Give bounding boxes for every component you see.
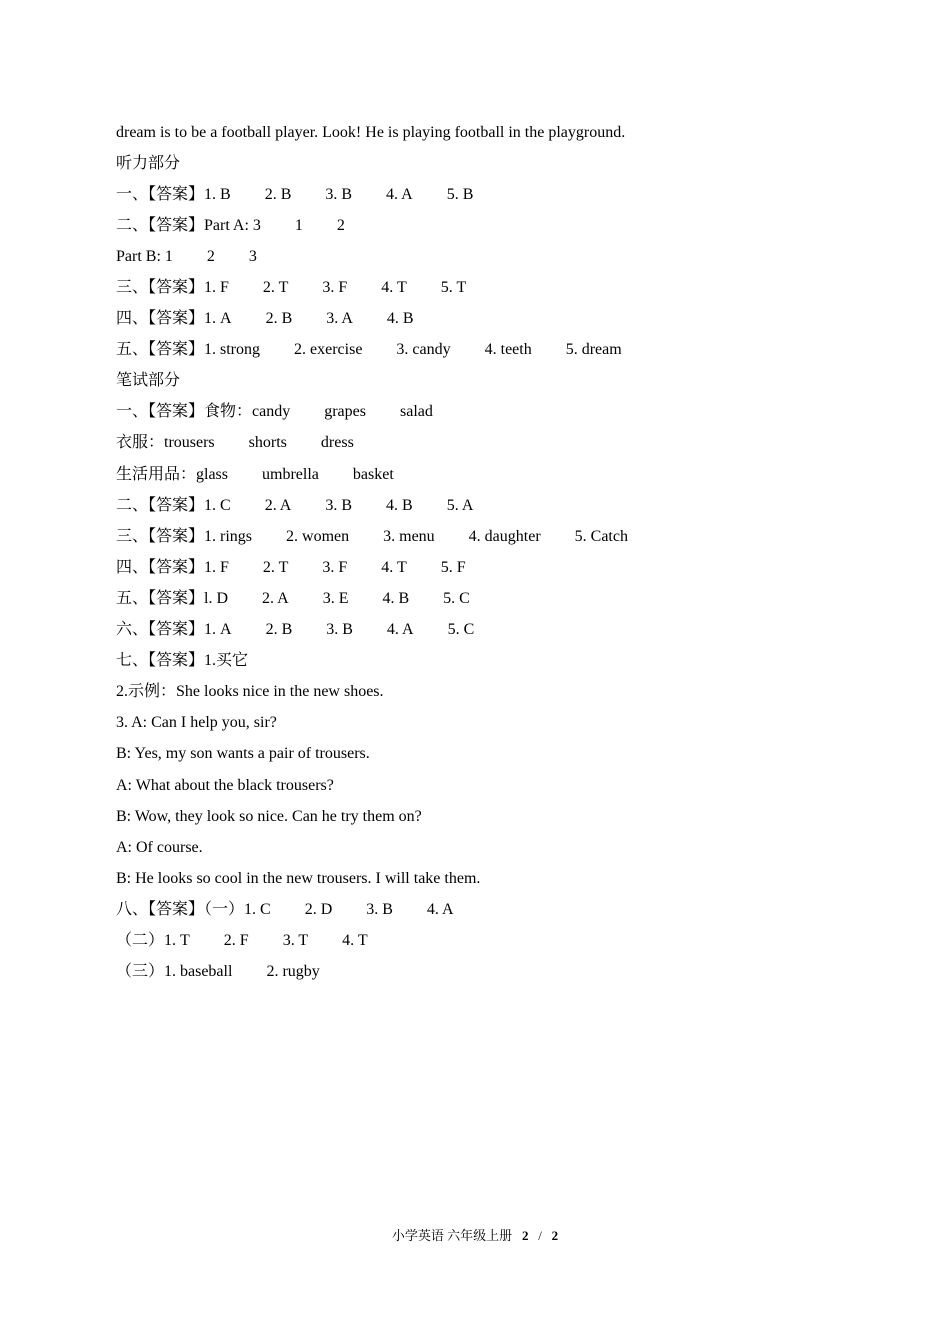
answer-segment: 衣服：trousers: [116, 434, 215, 452]
answer-segment: umbrella: [262, 465, 319, 483]
answer-segment: 3. T: [282, 931, 309, 949]
answer-segment: 三、【答案】1. F: [116, 279, 229, 297]
answer-segment: 听力部分: [116, 154, 181, 172]
answer-segment: 5. C: [447, 621, 475, 639]
text-line: [116, 241, 836, 272]
answer-segment: 5. dream: [565, 341, 622, 359]
text-line: [116, 335, 836, 366]
text-line: [116, 552, 836, 583]
answer-segment: 5. F: [440, 558, 466, 576]
answer-segment: dream is to be a football player. Look! He is playing football in the playground.: [116, 123, 626, 141]
answer-segment: 3. candy: [396, 341, 451, 359]
answer-segment: 2: [206, 247, 215, 265]
answer-segment: 4. T: [381, 279, 407, 297]
answer-segment: 2. T: [262, 279, 289, 297]
text-line: [116, 272, 836, 303]
answer-segment: 5. B: [446, 185, 474, 203]
answer-segment: 二、【答案】1. C: [116, 496, 231, 514]
footer-subject: 小学英语 六年级上册: [391, 1228, 513, 1243]
text-line: [116, 521, 836, 552]
answer-segment: 4. B: [386, 496, 413, 514]
answer-segment: 3. B: [366, 900, 393, 918]
answer-key-body: [116, 117, 836, 988]
answer-segment: 3. A: Can I help you, sir?: [116, 714, 277, 732]
answer-segment: 2. T: [262, 558, 289, 576]
answer-segment: 2. A: [264, 496, 292, 514]
answer-segment: 2. F: [223, 931, 249, 949]
answer-segment: 三、【答案】1. rings: [116, 527, 253, 545]
text-line: [116, 615, 836, 646]
answer-segment: 生活用品：glass: [116, 465, 229, 483]
answer-segment: 1: [294, 216, 303, 234]
text-line: [116, 677, 836, 708]
answer-segment: 五、【答案】1. strong: [116, 341, 261, 359]
answer-segment: B: Yes, my son wants a pair of trousers.: [116, 745, 370, 763]
answer-segment: 2. D: [304, 900, 333, 918]
text-line: [116, 490, 836, 521]
text-line: [116, 801, 836, 832]
answer-segment: B: He looks so cool in the new trousers. I will take them.: [116, 869, 481, 887]
answer-segment: 2. women: [286, 527, 350, 545]
answer-segment: 2. exercise: [294, 341, 363, 359]
answer-segment: 2.示例：She looks nice in the new shoes.: [116, 683, 384, 701]
answer-segment: 四、【答案】1. F: [116, 558, 229, 576]
answer-segment: 3. A: [326, 310, 353, 328]
text-line: [116, 894, 836, 925]
answer-segment: 4. A: [386, 185, 413, 203]
answer-segment: shorts: [248, 434, 287, 452]
footer-page-total: 2: [551, 1228, 559, 1243]
answer-segment: 五、【答案】l. D: [116, 589, 229, 607]
text-line: [116, 117, 836, 148]
text-line: [116, 863, 836, 894]
text-line: [116, 925, 836, 956]
text-line: [116, 210, 836, 241]
answer-segment: 2. B: [265, 310, 293, 328]
text-line: [116, 459, 836, 490]
answer-segment: 3. B: [325, 185, 353, 203]
answer-segment: 5. T: [440, 279, 467, 297]
answer-segment: 2. rugby: [266, 963, 320, 981]
page-footer: [0, 1226, 950, 1246]
answer-segment: 3. menu: [383, 527, 435, 545]
answer-segment: 2. B: [265, 621, 293, 639]
answer-segment: 4. teeth: [484, 341, 532, 359]
answer-segment: 2: [336, 216, 345, 234]
answer-segment: 4. T: [381, 558, 407, 576]
answer-segment: 4. A: [426, 900, 454, 918]
text-line: [116, 739, 836, 770]
answer-segment: 一、【答案】1. B: [116, 185, 231, 203]
answer-segment: 3. E: [322, 589, 349, 607]
answer-segment: 5. A: [446, 496, 474, 514]
answer-segment: 七、【答案】1.买它: [116, 652, 249, 670]
answer-segment: 笔试部分: [116, 372, 181, 390]
answer-segment: dress: [320, 434, 354, 452]
answer-segment: 3. F: [322, 558, 348, 576]
text-line: [116, 397, 836, 428]
text-line: [116, 179, 836, 210]
answer-segment: 2. B: [264, 185, 292, 203]
answer-segment: 3. B: [326, 621, 353, 639]
text-line: [116, 428, 836, 459]
answer-segment: 4. daughter: [468, 527, 541, 545]
answer-segment: grapes: [324, 403, 366, 421]
answer-segment: Part B: 1: [116, 247, 173, 265]
answer-segment: B: Wow, they look so nice. Can he try them on?: [116, 807, 422, 825]
footer-page-separator: /: [538, 1228, 542, 1243]
answer-segment: 4. A: [386, 621, 414, 639]
answer-segment: （二）1. T: [116, 931, 190, 949]
answer-segment: 3: [248, 247, 257, 265]
answer-segment: A: What about the black trousers?: [116, 776, 334, 794]
text-line: [116, 148, 836, 179]
answer-segment: 4. B: [382, 589, 410, 607]
text-line: [116, 304, 836, 335]
text-line: [116, 708, 836, 739]
answer-segment: 2. A: [262, 589, 289, 607]
text-line: [116, 646, 836, 677]
text-line: [116, 957, 836, 988]
answer-segment: 一、【答案】食物：candy: [116, 403, 291, 421]
answer-segment: basket: [352, 465, 394, 483]
answer-segment: 3. F: [322, 279, 348, 297]
answer-segment: 八、【答案】（一）1. C: [116, 900, 271, 918]
text-line: [116, 583, 836, 614]
answer-segment: （三）1. baseball: [116, 963, 233, 981]
answer-segment: 4. B: [386, 310, 414, 328]
answer-segment: 二、【答案】Part A: 3: [116, 216, 261, 234]
answer-segment: 5. C: [443, 589, 470, 607]
answer-segment: 5. Catch: [574, 527, 628, 545]
text-line: [116, 366, 836, 397]
answer-segment: 4. T: [342, 931, 368, 949]
answer-segment: 六、【答案】1. A: [116, 621, 232, 639]
answer-segment: A: Of course.: [116, 838, 203, 856]
answer-segment: 四、【答案】1. A: [116, 310, 232, 328]
footer-page-current: 2: [521, 1228, 529, 1243]
answer-segment: 3. B: [325, 496, 353, 514]
answer-segment: salad: [399, 403, 433, 421]
text-line: [116, 770, 836, 801]
text-line: [116, 832, 836, 863]
